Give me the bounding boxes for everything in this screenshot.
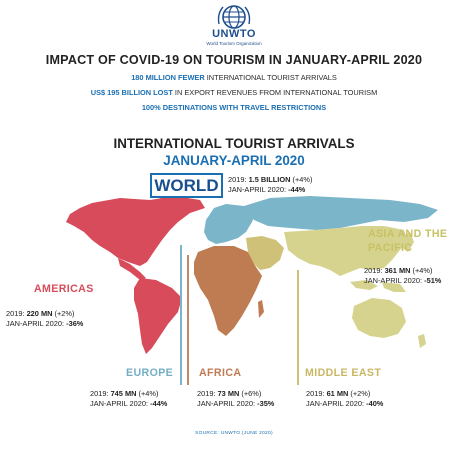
europe-leader-line — [180, 245, 182, 385]
africa-2020-prefix: JAN-APRIL 2020: — [197, 398, 258, 408]
stat-arrivals-rest: INTERNATIONAL TOURIST ARRIVALS — [204, 73, 337, 82]
madagascar-shape — [258, 300, 264, 318]
europe-2020-line — [90, 399, 167, 409]
europe-2019-prefix: 2019: — [90, 389, 111, 398]
africa-2020-value: -35% — [257, 398, 275, 408]
europe-2019-value: 745 MN — [110, 389, 137, 398]
world-2019-prefix: 2019: — [228, 175, 249, 184]
world-2020-prefix: JAN-APRIL 2020: — [228, 184, 289, 194]
world-2020-value: -44% — [288, 184, 306, 194]
world-2020-line — [228, 185, 312, 195]
asia-2019-value: 361 MN — [384, 266, 411, 275]
stat-revenues — [0, 88, 468, 97]
asia-2019-prefix: 2019: — [364, 266, 385, 275]
world-info — [228, 175, 312, 194]
americas-2019-line — [6, 309, 83, 319]
stat-revenues-rest: IN EXPORT REVENUES FROM INTERNATIONAL TOURISM — [172, 88, 378, 97]
me-2020-line — [306, 399, 383, 409]
europe-info — [90, 389, 167, 408]
europe-2020-value: -44% — [150, 398, 168, 408]
page-title: IMPACT OF COVID-19 ON TOURISM IN JANUARY-APRIL 2020 — [45, 53, 423, 67]
source-note: SOURCE: UNWTO (JUNE 2020) — [195, 431, 273, 436]
stat-restrictions: 100% DESTINATIONS WITH TRAVEL RESTRICTIONS — [141, 103, 327, 112]
americas-2019-prefix: 2019: — [6, 309, 27, 318]
middle-east-label: MIDDLE EAST — [305, 367, 382, 379]
me-2019-change: (+2%) — [348, 389, 371, 398]
unwto-globe-logo-icon — [216, 4, 252, 30]
section-subtitle: JANUARY-APRIL 2020 — [163, 153, 305, 168]
asia-2019-line — [364, 266, 441, 276]
world-label-box: WORLD — [150, 173, 223, 198]
stat-arrivals-highlight: 180 MILLION FEWER — [131, 73, 205, 82]
africa-2019-value: 73 MN — [217, 389, 240, 398]
asia-pacific-info — [364, 266, 441, 285]
me-2019-prefix: 2019: — [306, 389, 327, 398]
americas-2019-change: (+2%) — [52, 309, 75, 318]
asia-pacific-label-line1: ASIA AND THE — [368, 228, 448, 240]
americas-2019-value: 220 MN — [26, 309, 53, 318]
world-2019-line — [228, 175, 312, 185]
world-2019-change: (+4%) — [290, 175, 313, 184]
americas-2020-value: -36% — [66, 318, 84, 328]
americas-2020-prefix: JAN-APRIL 2020: — [6, 318, 67, 328]
africa-label: AFRICA — [199, 367, 242, 379]
europe-2020-prefix: JAN-APRIL 2020: — [90, 398, 151, 408]
americas-info — [6, 309, 83, 328]
africa-info — [197, 389, 274, 408]
stat-revenues-highlight: US$ 195 BILLION LOST — [90, 88, 173, 97]
logo-wordmark: UNWTO — [212, 28, 256, 40]
section-title: INTERNATIONAL TOURIST ARRIVALS — [113, 136, 355, 151]
australia-shape — [352, 298, 406, 338]
me-2020-prefix: JAN-APRIL 2020: — [306, 398, 367, 408]
me-2020-value: -40% — [366, 398, 384, 408]
africa-2019-prefix: 2019: — [197, 389, 218, 398]
africa-2020-line — [197, 399, 274, 409]
asia-2020-prefix: JAN-APRIL 2020: — [364, 275, 425, 285]
me-2019-value: 61 MN — [326, 389, 349, 398]
asia-2020-value: -51% — [424, 275, 442, 285]
stat-arrivals — [0, 73, 468, 82]
asia-2019-change: (+4%) — [410, 266, 433, 275]
africa-2019-line — [197, 389, 274, 399]
middle-east-info — [306, 389, 383, 408]
europe-label: EUROPE — [126, 367, 174, 379]
logo-subtitle: World Tourism Organization — [206, 41, 262, 46]
me-2019-line — [306, 389, 383, 399]
europe-2019-change: (+4%) — [136, 389, 159, 398]
middle-east-leader-line — [297, 270, 299, 385]
africa-2019-change: (+6%) — [239, 389, 262, 398]
russia-shape — [244, 196, 438, 230]
africa-leader-line — [187, 255, 189, 385]
asia-2020-line — [364, 276, 441, 286]
world-2019-value: 1.5 BILLION — [248, 175, 291, 184]
americas-2020-line — [6, 319, 83, 329]
asia-pacific-label-line2: PACIFIC — [368, 242, 413, 254]
asia-pacific-label — [368, 227, 458, 255]
south-america-shape — [134, 278, 182, 354]
europe-2019-line — [90, 389, 167, 399]
new-zealand-shape — [418, 334, 426, 348]
americas-label: AMERICAS — [34, 283, 94, 295]
